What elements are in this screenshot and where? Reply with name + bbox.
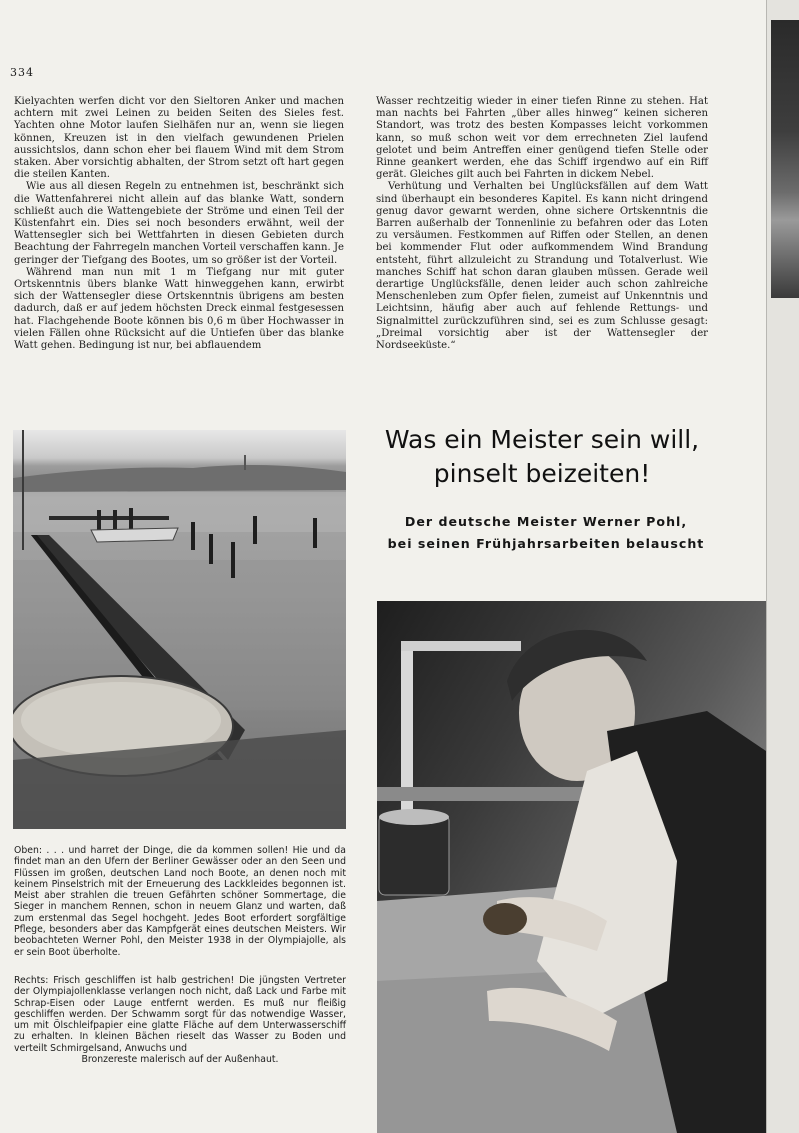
sanding-boat-photo — [377, 601, 766, 1133]
photo-caption-top: Oben: . . . und harret der Dinge, die da kommen sollen! Hie und da findet man an den Ufern der Berliner Gewässer oder an den Seen und Flüssen im großen, deutschen Land noch Boote, an denen noch mit keinem Pinselstrich mit der Erneuerung des Lackkleides begonnen ist. Meist aber strahlen die treuen Gefährten schöner Sommertage, die Sieger in manchem Rennen, schon in neuem Glanz und warten, daß zum erstenmal das Segel hochgeht. Jedes Boot erfordert sorgfältige Pflege, besonders aber das Kampfgerät eines deutschen Meisters. Wir beobachteten Werner Pohl, den Meister 1938 in der Olympiajolle, als er sein Boot überholte. — [14, 845, 346, 958]
headline-line: pinselt beizeiten! — [433, 459, 651, 488]
article-headline — [372, 423, 712, 491]
paragraph: Kielyachten werfen dicht vor den Sieltoren Anker und machen achtern mit zwei Leinen zu beiden Seiten des Sieles fest. Yachten ohne Motor laufen Sielhäfen nur an, wenn sie liegen können, Kreuzen ist in den vielfach gewundenen Prielen aussichtslos, dann schon eher bei flauem Wind mit dem Strom staken. Aber vorsichtig abhalten, der Strom setzt oft hart gegen die steilen Kanten. — [14, 96, 344, 181]
caption-last-line: Bronzereste malerisch auf der Außenhaut. — [81, 1054, 279, 1066]
paragraph: Wie aus all diesen Regeln zu entnehmen ist, beschränkt sich die Wattenfahrerei nicht allein auf das blanke Watt, sondern schließt auch die Wattengebiete der Ströme und einen Teil der Küstenfahrt ein. Dies sei noch besonders erwähnt, weil der Wattensegler sich bei Wettfahrten in diesen Gebieten durch Beachtung der Fahrregeln manchen Vorteil verschaffen kann. Je geringer der Tiefgang des Bootes, um so größer ist der Vorteil. — [14, 181, 344, 266]
paragraph: Verhütung und Verhalten bei Unglücksfällen auf dem Watt sind überhaupt ein besonderes Kapitel. Es kann nicht dringend genug davor gewarnt werden, ohne sichere Ortskenntnis die Barren außerhalb der Tonnenlinie zu befahren oder das Loten zu versäumen. Festkommen auf Riffen oder Stellen, an denen bei kommender Flut oder aufkommendem Wind Brandung entsteht, führt allzuleicht zu Strandung und Totalverlust. Wie manches Schiff hat schon daran glauben müssen. Gerade weil derartige Unglücksfälle, denen leider auch schon zahlreiche Menschenleben zum Opfer fielen, zumeist auf Unkenntnis und Leichtsinn, häufig aber auch auf fehlende Rettungs- und Signalmittel zurückzuführen sind, sei es zum Schlusse gesagt: „Dreimal vorsichtig aber ist der Wattensegler der Nordseeküste.“ — [376, 181, 708, 352]
page-number: 334 — [10, 66, 34, 79]
subheadline-line: bei seinen Frühjahrsarbeiten belauscht — [387, 536, 705, 551]
paragraph: Während man nun mit 1 m Tiefgang nur mit guter Ortskenntnis übers blanke Watt hinweggehen kann, erwirbt sich der Wattensegler diese Ortskenntnis übrigens am besten dadurch, daß er auf jedem höchsten Dreck einmal festgesessen hat. Flachgehende Boote können bis 0,6 m über Hochwasser in vielen Fällen ohne Rücksicht auf die Untiefen über das blanke Watt gehen. Bedingung ist nur, bei abflauendem — [14, 266, 344, 352]
headline-line: Was ein Meister sein will, — [384, 425, 700, 454]
photo-caption-right — [14, 975, 346, 1065]
caption-text: Rechts: Frisch geschliffen ist halb gestrichen! Die jüngsten Vertreter der Olympiajollenklasse verlangen noch nicht, daß Lack und Farbe mit Schrap-Eisen oder Lauge entfernt werden. Es muß nur fleißig geschliffen werden. Der Schwamm sorgt für das notwendige Wasser, um mit Ölschleifpapier eine glatte Fläche auf dem Unterwasserschiff zu erhalten. In kleinen Bächen rieselt das Wasser zu Boden und verteilt Schmirgelsand, Anwuchs und — [14, 975, 346, 1054]
paragraph: Wasser rechtzeitig wieder in einer tiefen Rinne zu stehen. Hat man nachts bei Fahrten „über alles hinweg“ keinen sicheren Standort, was trotz des besten Kompasses leicht vorkommen kann, so muß schon weit vor dem errechneten Ziel laufend gelotet und beim Antreffen einer genügend tiefen Stelle oder Rinne geankert werden, ehe das Schiff irgendwo auf ein Riff gerät. Gleiches gilt auch bei Fahrten in dickem Nebel. — [376, 96, 708, 181]
article-column-left — [14, 96, 344, 352]
article-column-right — [376, 96, 708, 352]
article-subheadline — [372, 511, 720, 555]
lake-jetty-photo — [13, 430, 346, 829]
subheadline-line: Der deutsche Meister Werner Pohl, — [404, 514, 688, 529]
adjacent-page-photo — [771, 20, 799, 298]
